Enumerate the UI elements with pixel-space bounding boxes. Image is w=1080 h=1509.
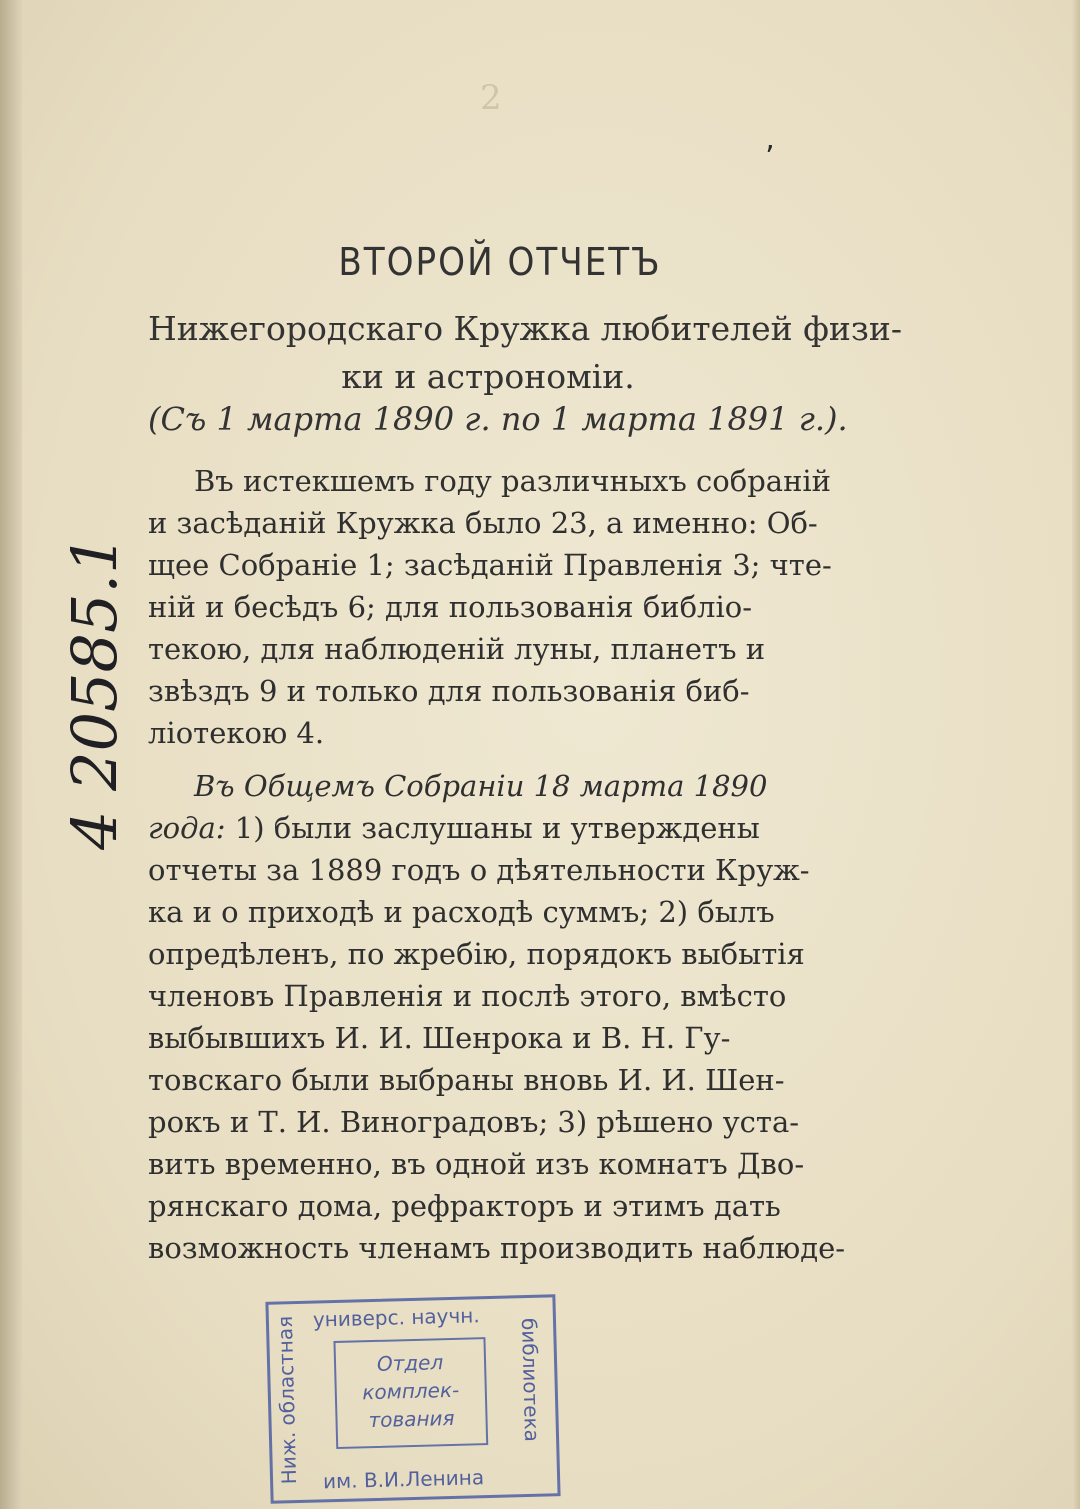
paragraph-1 — [148, 460, 840, 754]
document-title: ВТОРОЙ ОТЧЕТЪ — [338, 240, 662, 284]
stamp-inner-line: комплек- — [362, 1377, 460, 1405]
text-line: Въ Общемъ Собраніи 18 марта 1890 — [194, 769, 768, 803]
text-line: вить временно, въ одной изъ комнатъ Дво- — [148, 1147, 805, 1181]
library-stamp — [265, 1294, 560, 1504]
report-period: (Съ 1 марта 1890 г. по 1 марта 1891 г.). — [148, 400, 848, 438]
page-number: 2 — [480, 78, 502, 118]
stamp-inner-line: тования — [368, 1405, 455, 1433]
stamp-left-text: Ниж. областная — [272, 1315, 302, 1485]
text-line: и засѣданій Кружка было 23, а именно: Об- — [148, 506, 818, 540]
text-line: ній и бесѣдъ 6; для пользованія библіо- — [148, 590, 753, 624]
text-line: отчеты за 1889 годъ о дѣятельности Круж- — [148, 853, 810, 887]
text-line: звѣздъ 9 и только для пользованія биб- — [148, 674, 750, 708]
text-line: членовъ Правленія и послѣ этого, вмѣсто — [148, 979, 787, 1013]
pencil-mark: ’ — [765, 140, 775, 175]
stamp-bottom-text: им. В.И.Ленина — [322, 1465, 485, 1494]
stamp-top-text: универс. научн. — [312, 1303, 480, 1332]
text-line: опредѣленъ, по жребію, порядокъ выбытія — [148, 937, 805, 971]
paragraph-2 — [148, 765, 846, 1269]
page-binding-edge — [0, 0, 22, 1509]
subtitle-line-1: Нижегородскаго Кружка любителей физи- — [148, 309, 903, 348]
text-span: 1) были заслушаны и утверждены — [225, 811, 760, 845]
handwritten-text: 4 20585.1 — [58, 534, 131, 850]
subtitle-line-2: ки и астрономіи. — [341, 357, 635, 396]
text-line: рянскаго дома, рефракторъ и этимъ дать — [148, 1189, 781, 1223]
text-line: выбывшихъ И. И. Шенрока и В. Н. Гу- — [148, 1021, 731, 1055]
text-line: щее Собраніе 1; засѣданій Правленія 3; чте- — [148, 548, 832, 582]
text-line — [148, 807, 840, 849]
text-line: товскаго были выбраны вновь И. И. Шен- — [148, 1063, 785, 1097]
page-right-edge — [1072, 0, 1080, 1509]
text-italic: года: — [148, 811, 226, 845]
text-line: ка и о приходѣ и расходѣ суммъ; 2) былъ — [148, 895, 775, 929]
stamp-right-text: библиотека — [516, 1317, 545, 1443]
text-line: текою, для наблюденій луны, планетъ и — [148, 632, 766, 666]
handwritten-inventory-number — [28, 534, 148, 850]
text-line: Въ истекшемъ году различныхъ собраній — [194, 464, 831, 498]
text-line: ліотекою 4. — [148, 716, 325, 750]
stamp-inner-line: Отдел — [376, 1350, 444, 1376]
document-subtitle — [148, 305, 903, 401]
stamp-inner-box — [333, 1337, 488, 1449]
text-line: рокъ и Т. И. Виноградовъ; 3) рѣшено уста- — [148, 1105, 800, 1139]
text-line: возможность членамъ производить наблюде- — [148, 1231, 846, 1265]
